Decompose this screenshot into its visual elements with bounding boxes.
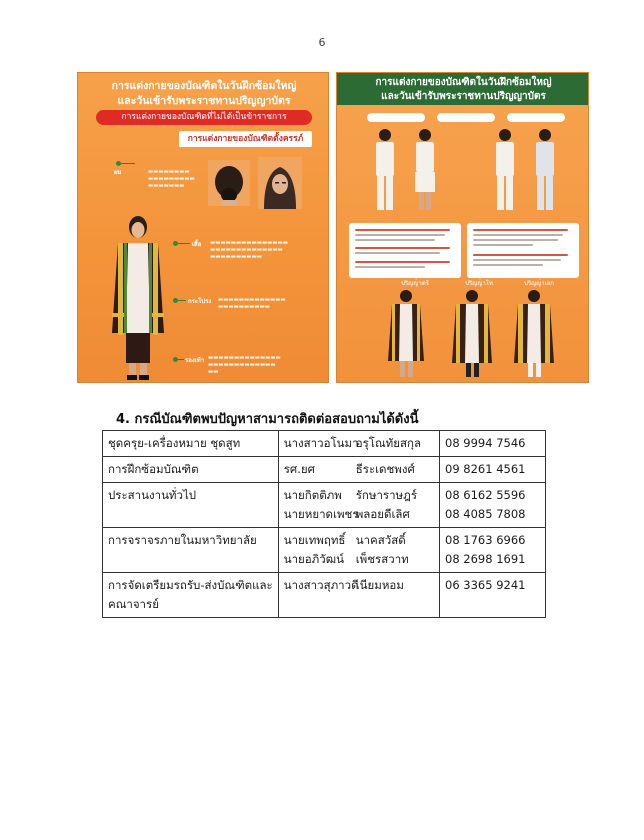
poster-right-title-line2: และวันเข้ารับพระราชทานปริญญาบัตร [381, 91, 546, 102]
phone-number[interactable]: 08 1763 6966 [445, 533, 526, 547]
caption-master: ครุย ปริญญาโท [465, 273, 493, 287]
table-row [103, 483, 546, 528]
shirt-description: ▬▬▬▬▬▬▬▬▬▬▬▬▬▬▬ ▬▬▬▬▬▬▬▬▬▬▬▬▬▬ ▬▬▬▬▬▬▬▬▬▬ [210, 240, 288, 260]
skirt-description: ▬▬▬▬▬▬▬▬▬▬▬▬▬ ▬▬▬▬▬▬▬▬▬▬ [218, 297, 286, 310]
last-name: เนียมหอม [355, 578, 404, 592]
phone-number[interactable]: 08 2698 1691 [445, 552, 526, 566]
person-cell [278, 457, 439, 483]
category-chip [507, 113, 565, 122]
figure-gown-doctorate [514, 290, 554, 377]
last-name: ธีระเดชพงศ์ [355, 462, 415, 476]
person-name [284, 531, 434, 550]
table-row [103, 431, 546, 457]
section-heading: 4. กรณีบัณฑิตพบปัญหาสามารถติดต่อสอบถามได้ดังนี้ [116, 412, 419, 427]
category-chip [367, 113, 425, 122]
last-name: พลอยดีเลิศ [355, 507, 410, 521]
phone-number[interactable]: 09 8261 4561 [445, 462, 526, 476]
graduate-attire-poster-right [336, 72, 589, 383]
figure-uniform-2 [415, 129, 435, 210]
phone-number[interactable]: 08 6162 5596 [445, 488, 526, 502]
topic-cell [103, 483, 279, 528]
figure-uniform-3 [496, 129, 514, 210]
callout-line [121, 163, 135, 164]
topic-text: การฝึกซ้อมบัณฑิต [108, 462, 199, 476]
phone-cell [440, 431, 546, 457]
label-skirt: กระโปรง [188, 298, 212, 305]
caption-doctorate: ครุย ปริญญาเอก [524, 273, 554, 287]
phone-number[interactable]: 08 4085 7808 [445, 507, 526, 521]
first-name: นายกิตติภพ [283, 488, 342, 502]
caption-bachelor: ครุย ปริญญาตรี [401, 273, 429, 287]
poster-left-title-line2: และวันเข้ารับพระราชทานปริญญาบัตร [117, 95, 291, 107]
poster-left-red-banner: การแต่งกายของบัณฑิตที่ไม่ได้เป็นข้าราชการ [96, 110, 312, 125]
table-row [103, 528, 546, 573]
person-name [284, 505, 434, 524]
topic-text: คณาจารย์ [108, 597, 159, 611]
first-name: นายหยาดเพชร [283, 507, 359, 521]
phone-number[interactable]: 06 3365 9241 [445, 578, 526, 592]
topic-cell [103, 528, 279, 573]
figure-gown-master [452, 290, 492, 377]
first-name: นายอภิวัฒน์ [283, 552, 344, 566]
figure-uniform-1 [376, 129, 394, 210]
graduate-attire-poster-left [77, 72, 329, 383]
label-shirt: เสื้อ [192, 241, 202, 248]
category-chip [437, 113, 495, 122]
phone-cell [440, 457, 546, 483]
label-shoes: รองเท้า [185, 357, 205, 364]
first-name: นางสาวสุภาวดี [283, 578, 359, 592]
phone-cell [440, 528, 546, 573]
phone-cell [440, 483, 546, 528]
phone-cell [440, 573, 546, 618]
topic-cell [103, 431, 279, 457]
phone-number[interactable]: 08 9994 7546 [445, 436, 526, 450]
person-name [284, 434, 434, 453]
contact-table [102, 430, 546, 618]
info-box-right [467, 223, 579, 278]
topic-text: ชุดครุย-เครื่องหมาย ชุดสูท [108, 436, 241, 450]
uniform-figures [365, 125, 565, 215]
figure-uniform-4 [536, 129, 554, 210]
person-name [284, 460, 434, 479]
topic-cell [103, 457, 279, 483]
topic-text: การจราจรภายในมหาวิทยาลัย [108, 533, 257, 547]
table-row [103, 573, 546, 618]
last-name: นาคสวัสดิ์ [355, 533, 406, 547]
last-name: รักษาราษฎร์ [355, 488, 418, 502]
page-number: 6 [318, 36, 326, 49]
person-cell [278, 528, 439, 573]
hair-back-photo [208, 160, 250, 206]
first-name: นางสาวอโนมา [283, 436, 359, 450]
callout-line [178, 300, 186, 301]
shoes-description: ▬▬▬▬▬▬▬▬▬▬▬▬▬▬ ▬▬▬▬▬▬▬▬▬▬▬▬▬ ▬▬ [208, 355, 281, 375]
poster-left-white-box: การแต่งกายของบัณฑิตตั้งครรภ์ [179, 131, 312, 147]
last-name: อรุโณทัยสกุล [355, 436, 421, 450]
person-name [284, 486, 434, 505]
person-name [284, 576, 434, 595]
pregnant-graduate-figure [102, 213, 174, 381]
gown-figures [382, 289, 572, 381]
info-box-left [349, 223, 461, 278]
poster-left-title [78, 79, 329, 109]
topic-text: การจัดเตรียมรถรับ-ส่งบัณฑิตและ [108, 578, 273, 592]
hijab-photo [258, 157, 302, 209]
callout-line [178, 243, 190, 244]
person-cell [278, 431, 439, 457]
last-name: เพ็ชรสวาท [355, 552, 409, 566]
first-name: นายเทพฤทธิ์ [283, 533, 346, 547]
person-cell [278, 573, 439, 618]
table-row [103, 457, 546, 483]
hair-description: ▬▬▬▬▬▬▬▬ ▬▬▬▬▬▬▬▬▬ ▬▬▬▬▬▬▬ [148, 169, 195, 189]
callout-line [178, 359, 184, 360]
person-name [284, 550, 434, 569]
figure-gown-bachelor [388, 290, 424, 377]
topic-text: ประสานงานทั่วไป [108, 488, 197, 502]
poster-right-title-line1: การแต่งกายของบัณฑิตในวันฝึกซ้อมใหญ่ [375, 77, 552, 88]
poster-right-title [337, 76, 589, 104]
label-hair: ผม [114, 169, 122, 176]
poster-left-title-line1: การแต่งกายของบัณฑิตในวันฝึกซ้อมใหญ่ [111, 80, 297, 92]
person-cell [278, 483, 439, 528]
first-name: รศ.ยศ [283, 462, 315, 476]
topic-cell [103, 573, 279, 618]
